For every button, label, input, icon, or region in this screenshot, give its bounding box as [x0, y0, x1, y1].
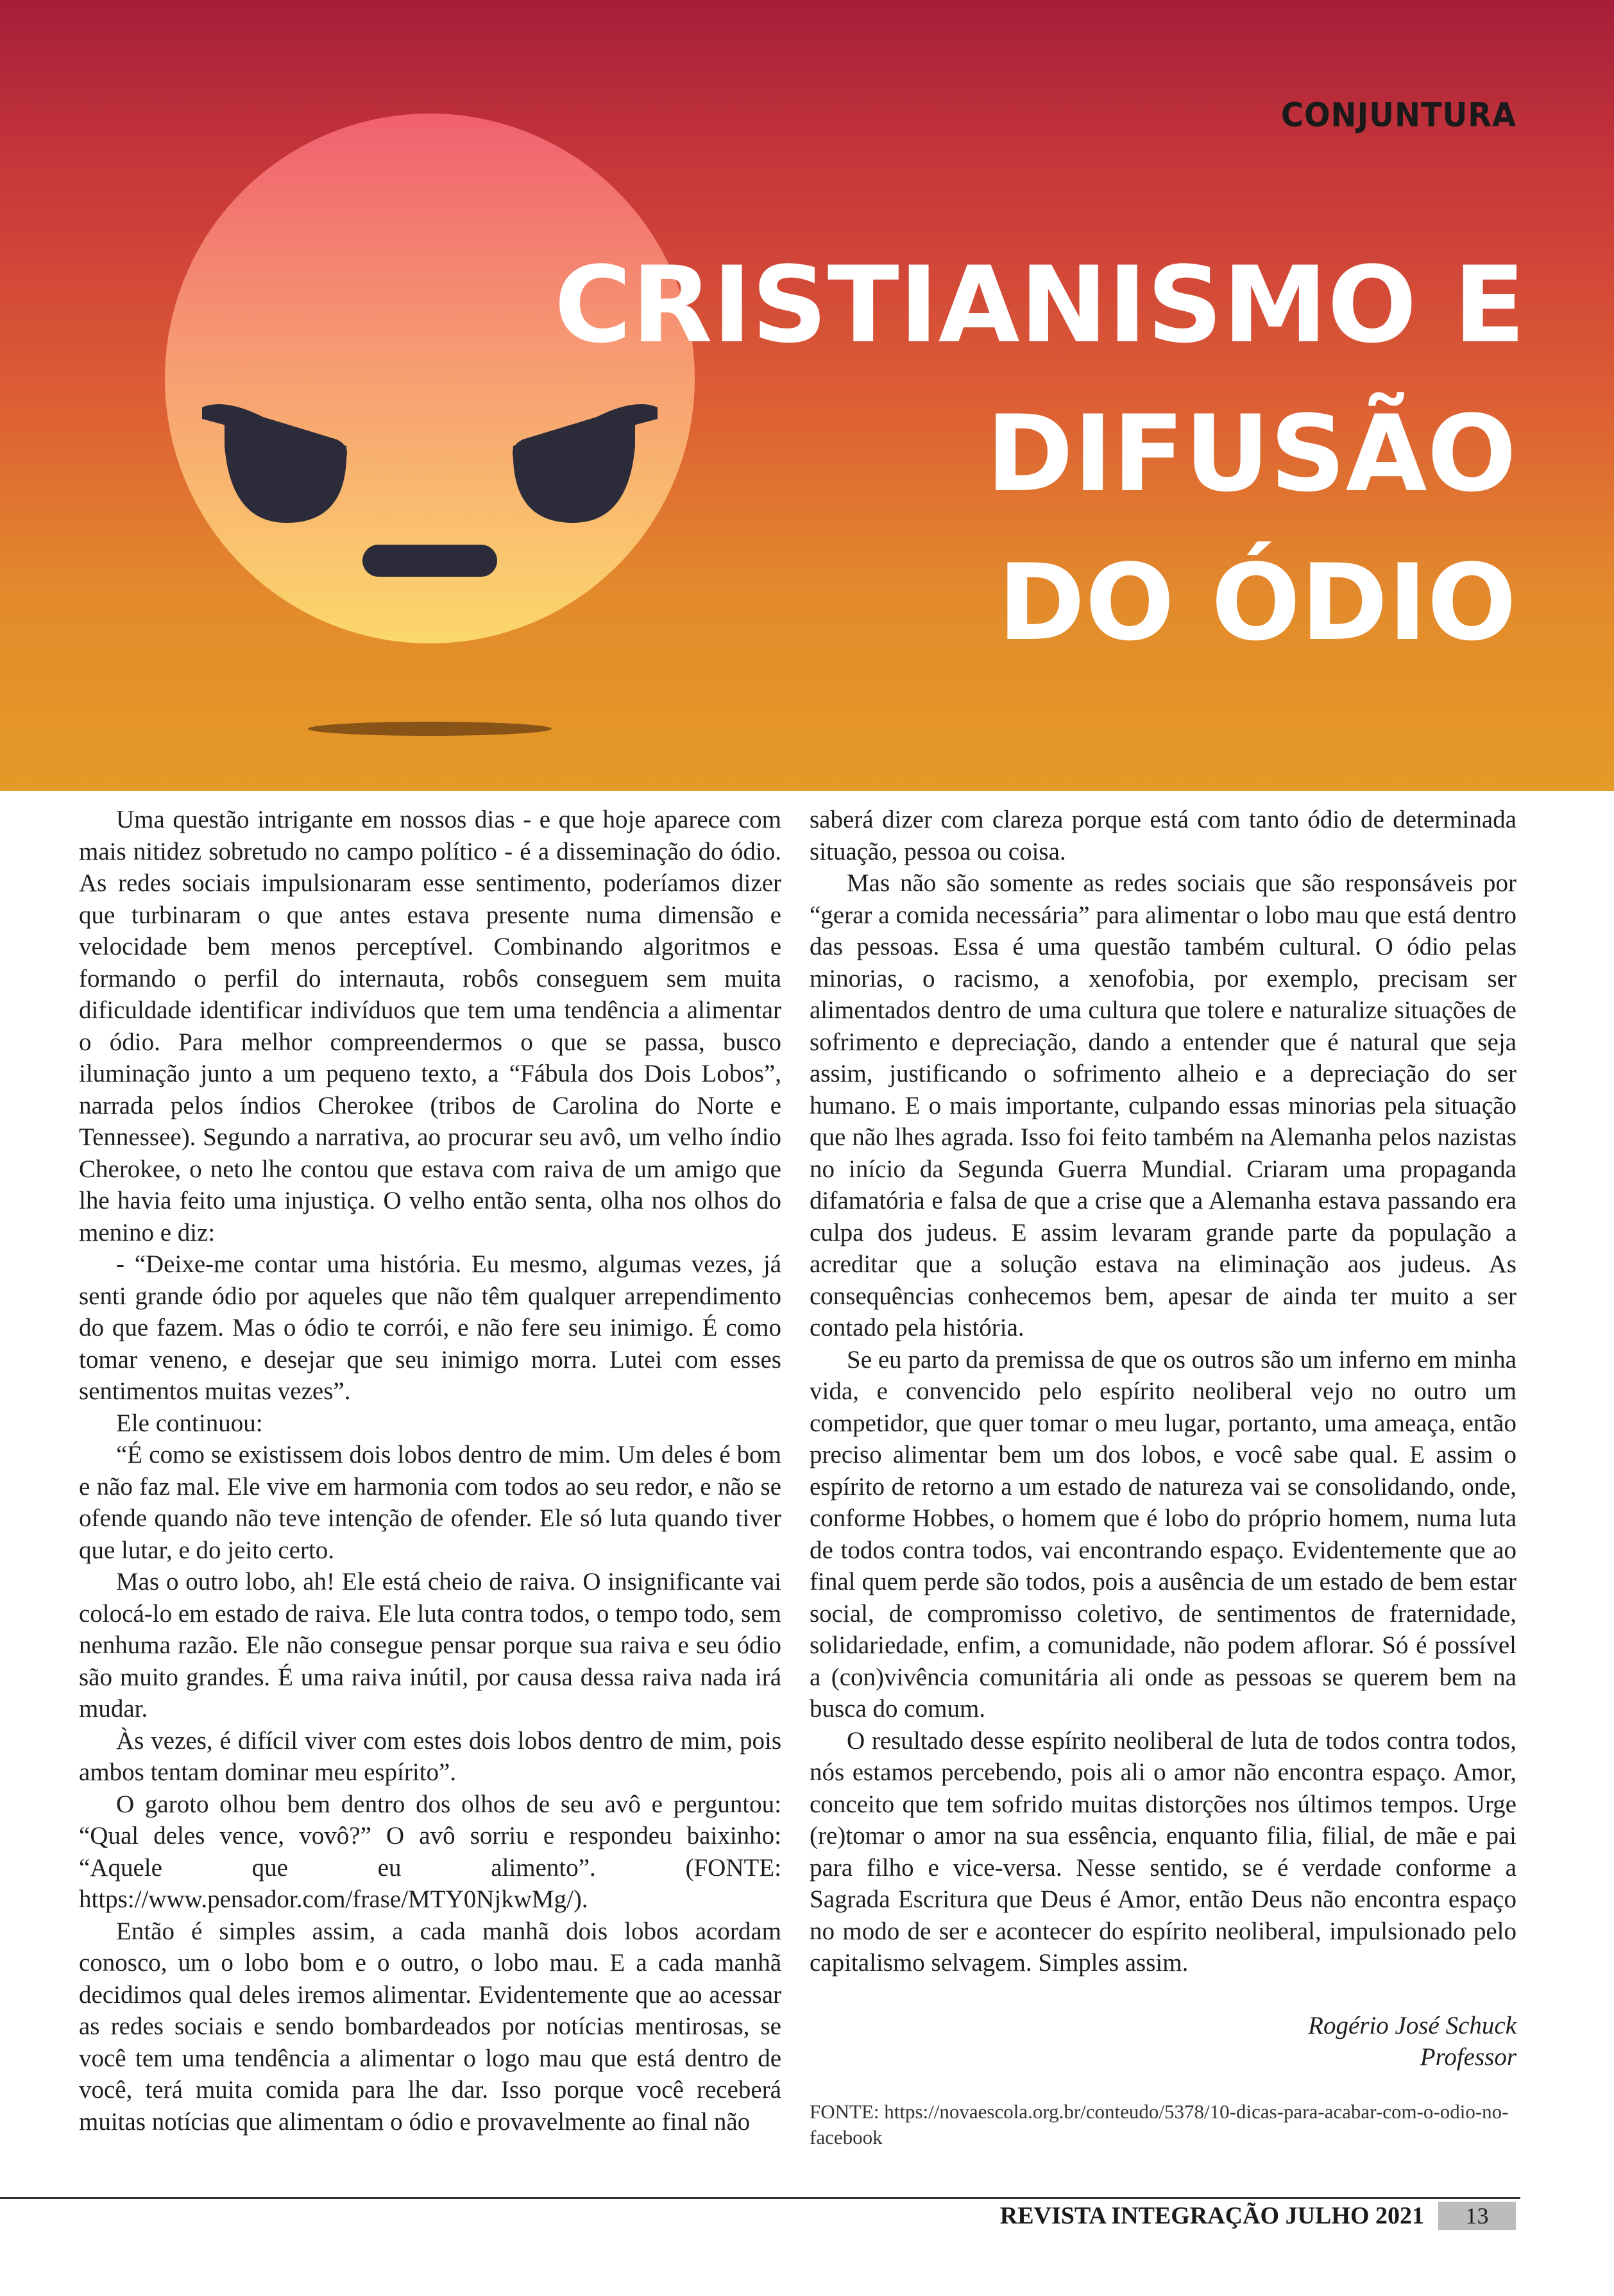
page-number: 13 [1438, 2202, 1516, 2230]
article-column-left [79, 804, 781, 2138]
article-title [554, 231, 1525, 677]
paragraph: saberá dizer com clareza porque está com tanto ódio de determinada situação, pessoa ou coisa. [810, 806, 1516, 865]
section-label: CONJUNTURA [1280, 96, 1516, 135]
paragraph: “É como se existissem dois lobos dentro de mim. Um deles é bom e não faz mal. Ele vive em harmonia com todos ao seu redor, e não se ofende quando não teve intenção de ofender. Ele só luta quando tiver que lutar, e do jeito certo. [79, 1441, 781, 1564]
paragraph: Uma questão intrigante em nossos dias - e que hoje aparece com mais nitidez sobretudo no campo político - é a disseminação do ódio. As redes sociais impulsionaram esse sentimento, poderíamos dizer que turbinaram o que antes estava presente numa dimensão e velocidade bem menos perceptível. Combinando algoritmos e formando o perfil do internauta, robôs conseguem sem muita dificuldade identificar indivíduos que tem uma tendência a alimentar o ódio. Para melhor compreendermos o que se passa, busco iluminação junto a um pequeno texto, a “Fábula dos Dois Lobos”, narrada pelos índios Cherokee (tribos de Carolina do Norte e Tennessee). Segundo a narrativa, ao procurar seu avô, um velho índio Cherokee, o neto lhe contou que estava com raiva de um amigo que lhe havia feito uma injustiça. O velho então senta, olha nos olhos do menino e diz: [79, 806, 781, 1246]
title-line: CRISTIANISMO E [554, 244, 1525, 366]
paragraph: Mas não são somente as redes sociais que são responsáveis por “gerar a comida necessária” para alimentar o lobo mau que está dentro das pessoas. Essa é uma questão também cultural. O ódio pelas minorias, o racismo, a xenofobia, por exemplo, precisam ser alimentados dentro de uma cultura que tolere e naturalize situações de sofrimento e depreciação, dando a entender que é natural que seja assim, justificando o sofrimento alheio e a depreciação do ser humano. E o mais importante, culpando essas minorias pela situação que não lhes agrada. Isso foi feito também na Alemanha pelos nazistas no início da Segunda Guerra Mundial. Criaram uma propaganda difamatória e falsa de que a crise que a Alemanha estava passando era culpa dos judeus. E assim levaram grande parte da população a acreditar que a solução estava na eliminação aos judeus. As consequências conhecemos bem, apesar de ainda ter muito a ser contado pela história. [810, 869, 1516, 1341]
source-note: FONTE: https://novaescola.org.br/conteudo/5378/10-dicas-para-acabar-com-o-odio-no-facebook [810, 2100, 1509, 2148]
paragraph: Ele continuou: [116, 1409, 263, 1437]
author-name: Rogério José Schuck [1308, 2011, 1516, 2039]
hero-banner [0, 0, 1614, 791]
paragraph: Às vezes, é difícil viver com estes dois lobos dentro de mim, pois ambos tentam dominar meu espírito”. [79, 1726, 781, 1786]
paragraph: Então é simples assim, a cada manhã dois lobos acordam conosco, um o lobo bom e o outro, o lobo mau. E a cada manhã decidimos qual deles iremos alimentar. Evidentemente que ao acessar as redes sociais e sendo bombardeados por notícias mentirosas, se você tem uma tendência a alimentar o logo mau que está dentro de você, terá muita comida para lhe dar. Isso porque você receberá muitas notícias que alimentam o ódio e provavelmente ao final não [79, 1917, 781, 2136]
paragraph: Se eu parto da premissa de que os outros são um inferno em minha vida, e convencido pelo espírito neoliberal vejo no outro um competidor, que quer tomar o meu lugar, portanto, uma ameaça, então preciso alimentar bem um dos lobos, e você sabe qual. E assim o espírito de retorno a um estado de natureza vai se consolidando, onde, conforme Hobbes, o homem que é lobo do próprio homem, numa luta de todos contra todos, vai encontrando espaço. Evidentemente que ao final quem perde são todos, pois a ausência de um estado de bem estar social, de compromisso coletivo, de sentimentos de fraternidade, solidariedade, enfim, a comunidade, não podem aflorar. Só é possível a (con)vivência comunitária ali onde as pessoas se querem bem na busca do comum. [810, 1345, 1516, 1722]
author-signature [810, 2010, 1516, 2073]
footer-divider [0, 2197, 1520, 2199]
article-column-right [810, 804, 1516, 2150]
emoji-shadow [308, 722, 552, 736]
publication-label: REVISTA INTEGRAÇÃO JULHO 2021 [999, 2202, 1424, 2229]
author-role: Professor [1420, 2043, 1516, 2071]
title-line: DIFUSÃO [986, 393, 1516, 515]
paragraph: - “Deixe-me contar uma história. Eu mesmo, algumas vezes, já senti grande ódio por aqueles que não têm qualquer arrependimento do que fazem. Mas o ódio te corrói, e não fere seu inimigo. É como tomar veneno, e desejar que seu inimigo morra. Lutei com esses sentimentos muitas vezes”. [79, 1250, 781, 1405]
paragraph: O resultado desse espírito neoliberal de luta de todos contra todos, nós estamos percebendo, pois ali o amor não encontra espaço. Amor, conceito que tem sofrido muitas distorções nos últimos tempos. Urge (re)tomar o amor na sua essência, enquanto filia, filial, de mãe e pai para filho e vice-versa. Nesse sentido, se é verdade conforme a Sagrada Escritura que Deus é Amor, então Deus não encontra espaço no modo de ser e acontecer do espírito neoliberal, impulsionado pelo capitalismo selvagem. Simples assim. [810, 1726, 1516, 1977]
title-line: DO ÓDIO [998, 541, 1516, 664]
page-footer [1000, 2202, 1516, 2230]
paragraph: Mas o outro lobo, ah! Ele está cheio de raiva. O insignificante vai colocá-lo em estado de raiva. Ele luta contra todos, o tempo todo, sem nenhuma razão. Ele não consegue pensar porque sua raiva e seu ódio são muito grandes. É uma raiva inútil, por causa dessa raiva nada irá mudar. [79, 1568, 781, 1722]
paragraph: O garoto olhou bem dentro dos olhos de seu avô e perguntou: “Qual deles vence, vovô?” O avô sorriu e respondeu baixinho: “Aquele que eu alimento”. (FONTE: https://www.pensador.com/frase/MTY0NjkwMg/). [79, 1790, 781, 1913]
